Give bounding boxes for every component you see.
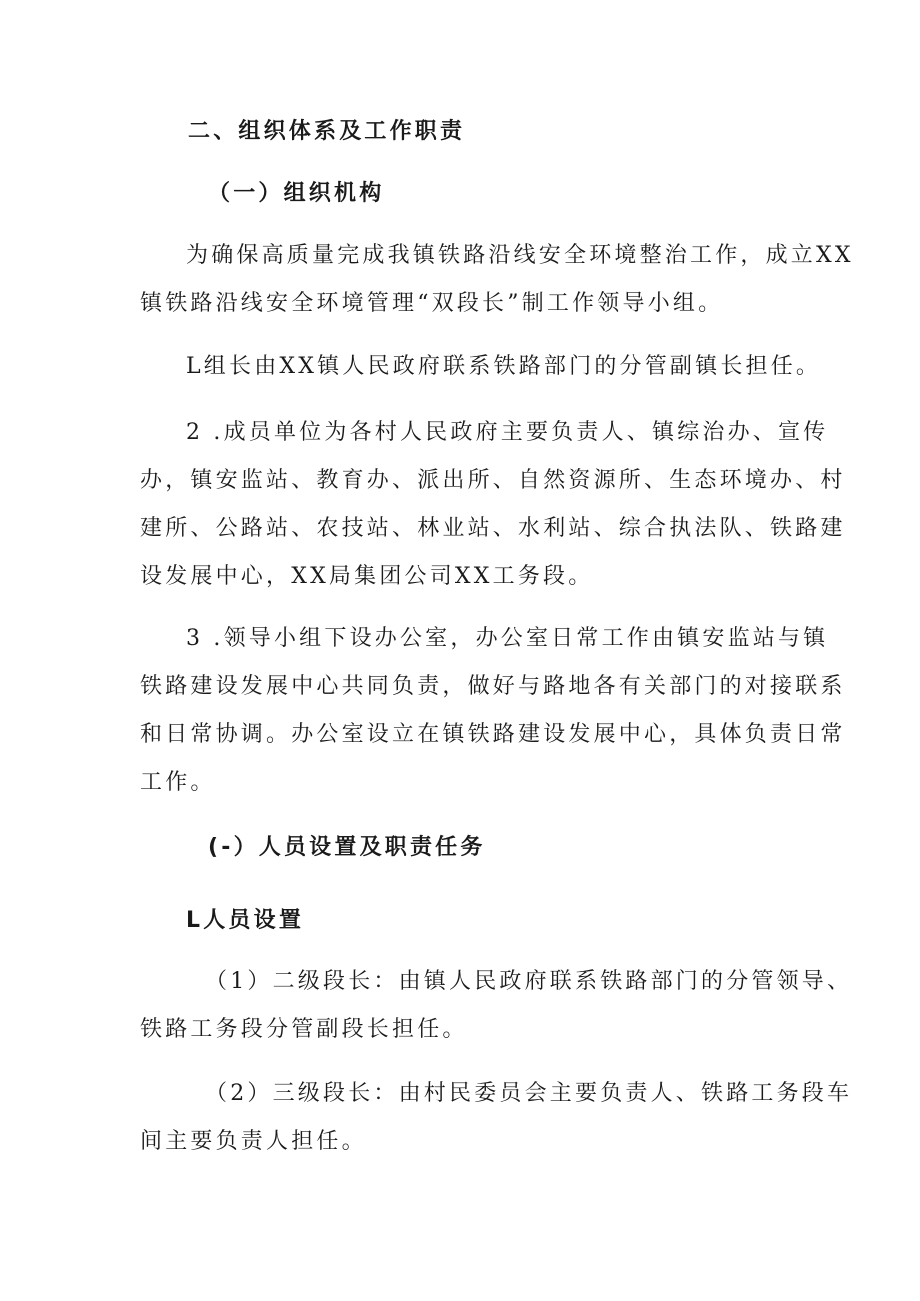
item-2-line-2: 办，镇安监站、教育办、派出所、自然资源所、生态环境办、村 bbox=[140, 468, 846, 493]
level-3-line-1: （2）三级段长：由村民委员会主要负责人、铁路工务段车 bbox=[205, 1081, 853, 1106]
item-3-line-3: 和日常协调。办公室设立在镇铁路建设发展中心，具体负责日常 bbox=[140, 722, 846, 747]
subheading-organization: （一）组织机构 bbox=[208, 181, 385, 206]
item-2-line-4: 设发展中心，XX局集团公司XX工务段。 bbox=[140, 564, 594, 589]
staff-setting-heading: L人员设置 bbox=[186, 908, 305, 933]
level-2-line-2: 铁路工务段分管副段长担任。 bbox=[140, 1017, 468, 1042]
item-3-line-2: 铁路建设发展中心共同负责，做好与路地各有关部门的对接联系 bbox=[140, 674, 846, 699]
item-3-line-4: 工作。 bbox=[140, 770, 216, 795]
paragraph-intro-line-1: 为确保高质量完成我镇铁路沿线安全环境整治工作，成立XX bbox=[186, 243, 854, 268]
section-heading: 二、组织体系及工作职责 bbox=[188, 119, 466, 144]
item-2-line-3: 建所、公路站、农技站、林业站、水利站、综合执法队、铁路建 bbox=[140, 516, 846, 541]
level-3-line-2: 间主要负责人担任。 bbox=[140, 1129, 367, 1154]
subheading-staff: (-）人员设置及职责任务 bbox=[208, 835, 486, 860]
paragraph-intro-line-2: 镇铁路沿线安全环境管理“双段长”制工作领导小组。 bbox=[140, 291, 724, 316]
item-3-line-1: 3 .领导小组下设办公室，办公室日常工作由镇安监站与镇 bbox=[186, 626, 829, 651]
level-2-line-1: （1）二级段长：由镇人民政府联系铁路部门的分管领导、 bbox=[205, 969, 853, 994]
item-1-leader: L组长由XX镇人民政府联系铁路部门的分管副镇长担任。 bbox=[186, 354, 822, 379]
item-2-line-1: 2 .成员单位为各村人民政府主要负责人、镇综治办、宣传 bbox=[186, 420, 829, 445]
